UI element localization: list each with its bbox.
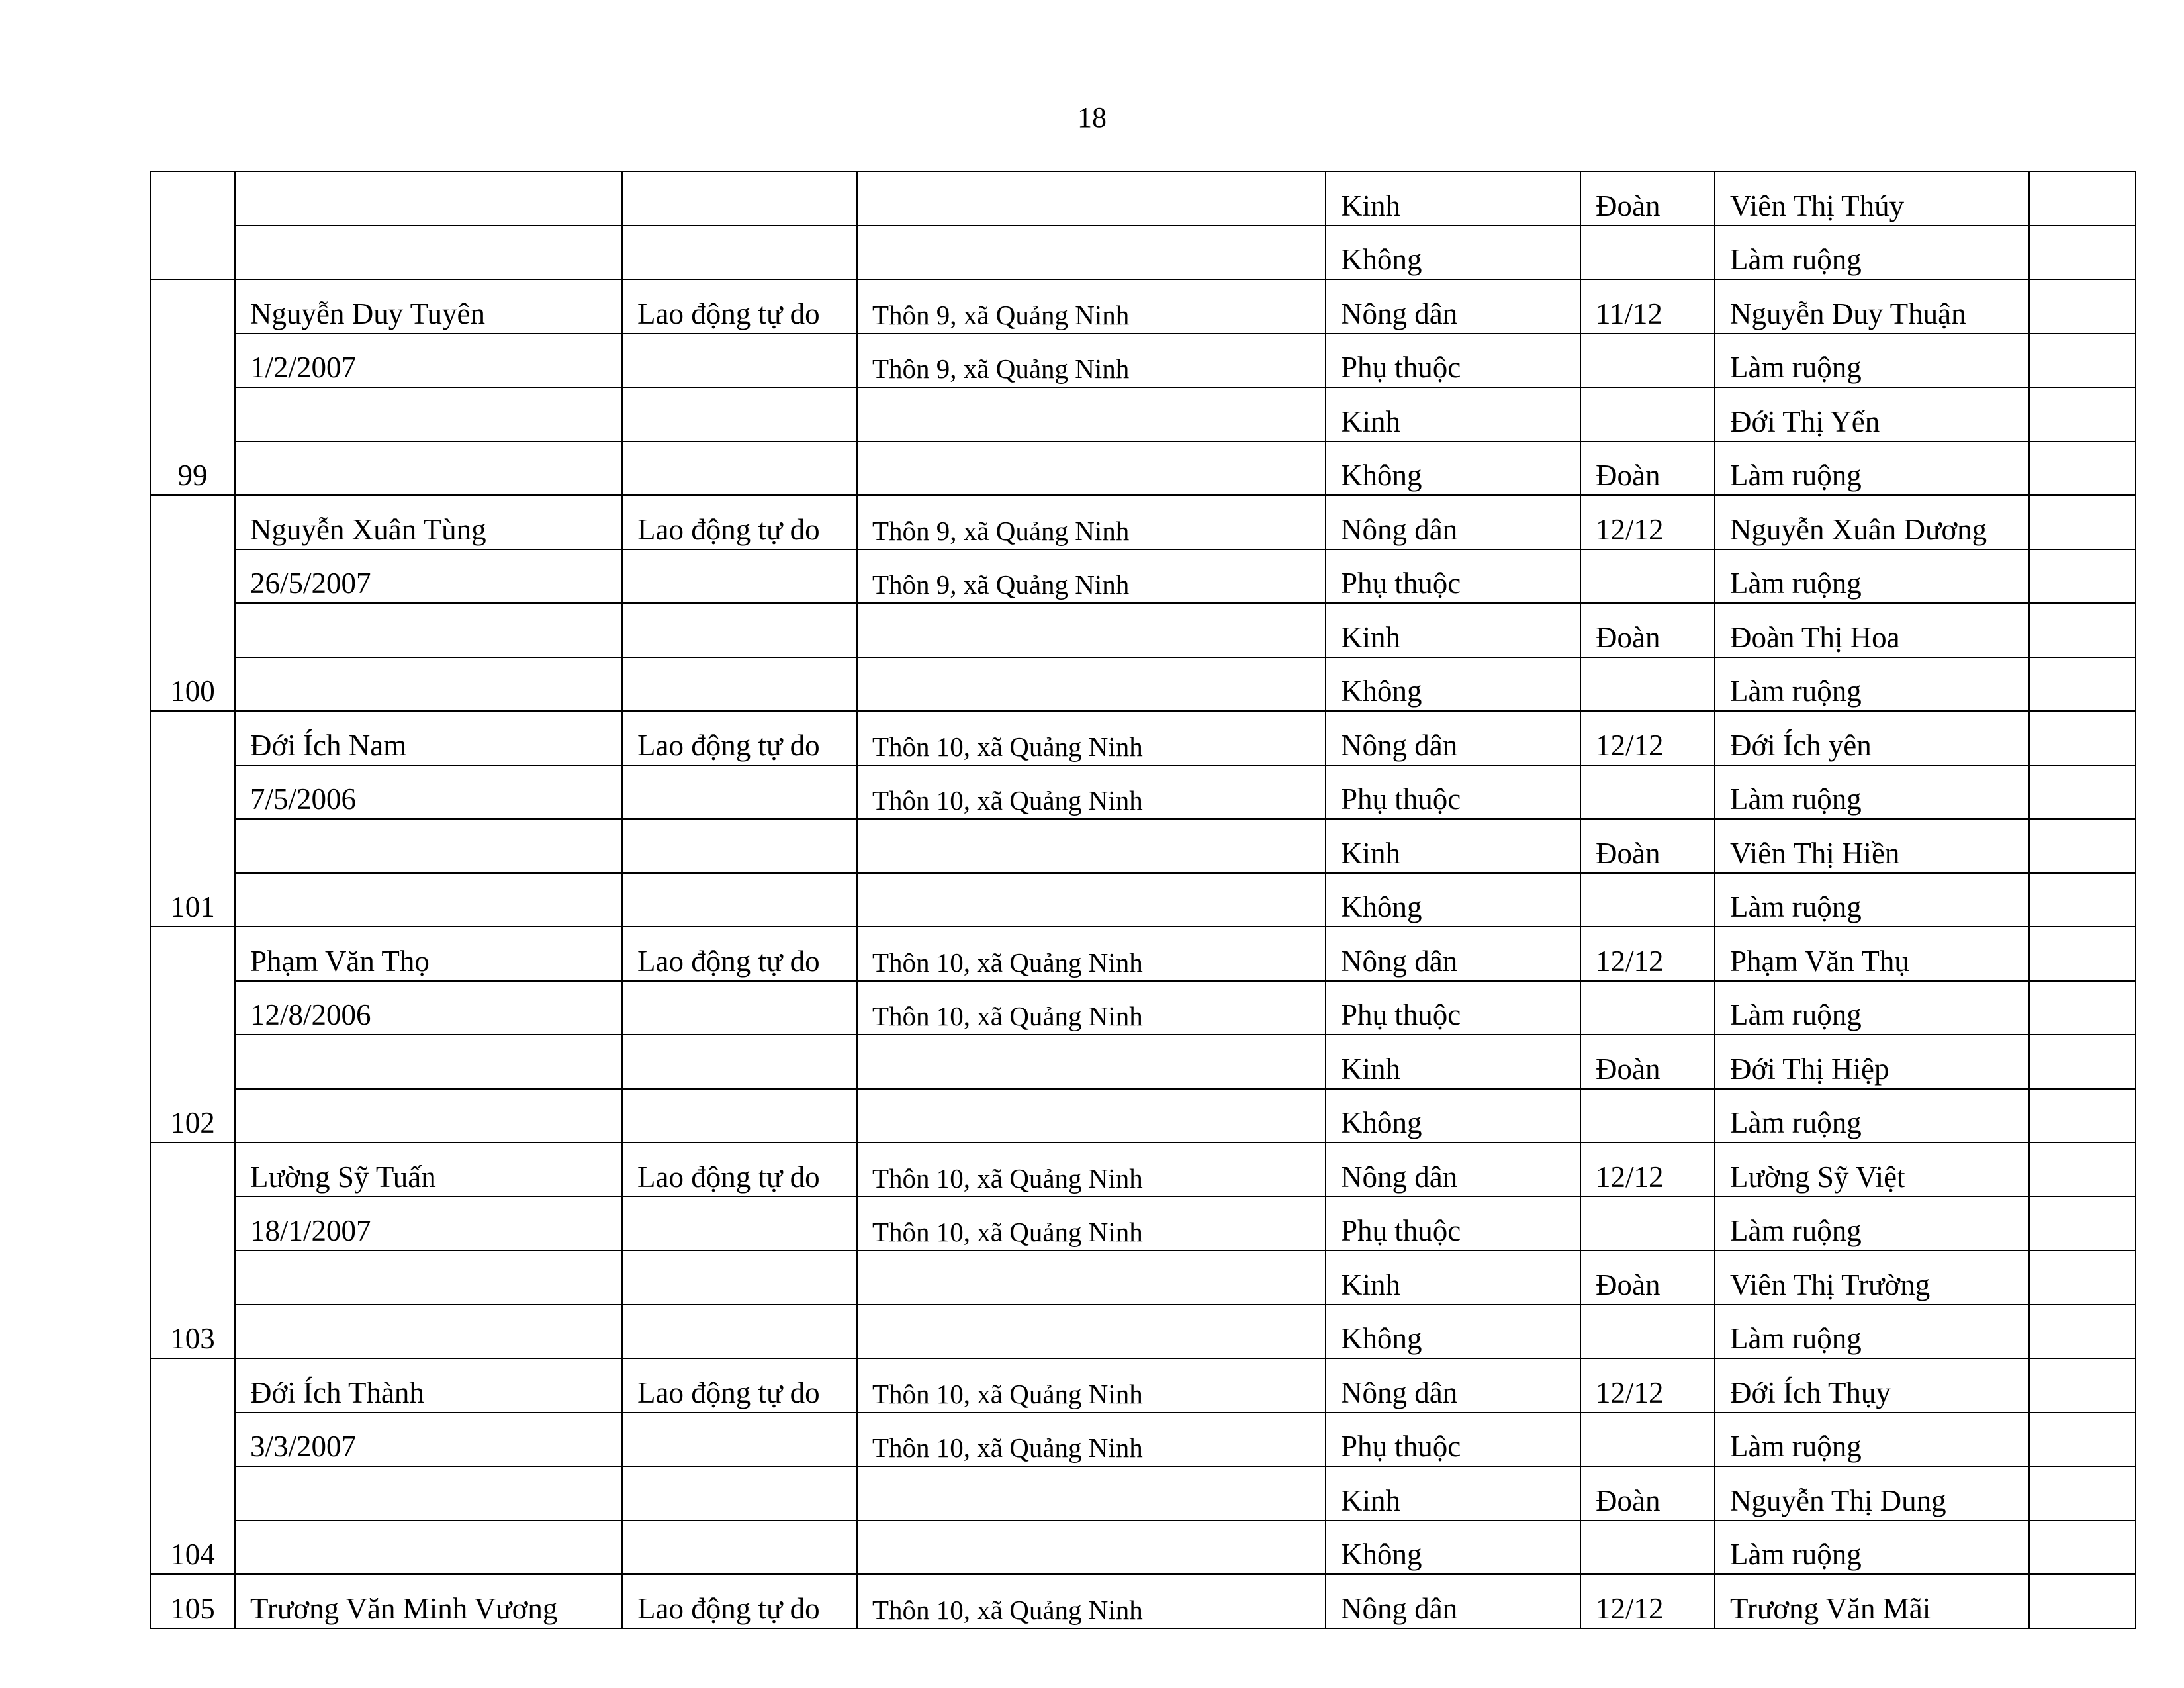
blank-cell — [2029, 603, 2136, 657]
table-row — [150, 226, 2136, 280]
blank-cell — [2029, 1035, 2136, 1089]
blank-cell — [2029, 1250, 2136, 1305]
address-cell — [857, 657, 1326, 712]
occupation-cell: Nông dân — [1326, 711, 1580, 765]
occupation-cell: Không — [1326, 1521, 1580, 1575]
occupation-cell: Phụ thuộc — [1326, 1197, 1580, 1251]
row-number-cell: 100 — [150, 495, 235, 711]
occupation-cell: Phụ thuộc — [1326, 334, 1580, 388]
extra-cell — [1580, 549, 1715, 604]
extra-cell: 11/12 — [1580, 279, 1715, 334]
occupation-cell: Không — [1326, 226, 1580, 280]
table-row — [150, 981, 2136, 1035]
relative-cell: Làm ruộng — [1715, 1521, 2029, 1575]
relative-cell: Đới Ích Thụy — [1715, 1358, 2029, 1413]
occupation-cell: Không — [1326, 873, 1580, 927]
name-cell — [235, 1250, 622, 1305]
name-cell: Đới Ích Nam — [235, 711, 622, 765]
job-cell — [622, 765, 857, 820]
table-row — [150, 1521, 2136, 1575]
table-row — [150, 1466, 2136, 1521]
name-cell: Nguyễn Duy Tuyên — [235, 279, 622, 334]
row-number-cell: 99 — [150, 279, 235, 495]
relative-cell: Đới Thị Yến — [1715, 387, 2029, 442]
job-cell: Lao động tự do — [622, 279, 857, 334]
blank-cell — [2029, 279, 2136, 334]
table-row — [150, 657, 2136, 712]
occupation-cell: Không — [1326, 442, 1580, 496]
name-cell — [235, 1521, 622, 1575]
job-cell: Lao động tự do — [622, 927, 857, 981]
extra-cell: Đoàn — [1580, 1035, 1715, 1089]
relative-cell: Làm ruộng — [1715, 226, 2029, 280]
occupation-cell: Kinh — [1326, 387, 1580, 442]
name-cell: Phạm Văn Thọ — [235, 927, 622, 981]
address-cell — [857, 1250, 1326, 1305]
blank-cell — [2029, 334, 2136, 388]
name-cell — [235, 603, 622, 657]
extra-cell: 12/12 — [1580, 495, 1715, 549]
extra-cell — [1580, 334, 1715, 388]
table-row — [150, 765, 2136, 820]
table-row — [150, 927, 2136, 981]
table-row — [150, 387, 2136, 442]
job-cell: Lao động tự do — [622, 1574, 857, 1628]
name-cell — [235, 873, 622, 927]
blank-cell — [2029, 442, 2136, 496]
job-cell — [622, 387, 857, 442]
row-number-cell: 101 — [150, 711, 235, 927]
table-row — [150, 1305, 2136, 1359]
extra-cell: 12/12 — [1580, 1358, 1715, 1413]
relative-cell: Làm ruộng — [1715, 657, 2029, 712]
table-row — [150, 279, 2136, 334]
blank-cell — [2029, 1413, 2136, 1467]
row-number-cell: 103 — [150, 1143, 235, 1358]
blank-cell — [2029, 657, 2136, 712]
job-cell — [622, 1197, 857, 1251]
address-cell — [857, 603, 1326, 657]
blank-cell — [2029, 1305, 2136, 1359]
relative-cell: Nguyễn Thị Dung — [1715, 1466, 2029, 1521]
name-cell — [235, 387, 622, 442]
relative-cell: Đoàn Thị Hoa — [1715, 603, 2029, 657]
table-row — [150, 1035, 2136, 1089]
page-number: 18 — [1077, 101, 1107, 134]
extra-cell: Đoàn — [1580, 603, 1715, 657]
address-cell — [857, 226, 1326, 280]
name-cell: 7/5/2006 — [235, 765, 622, 820]
extra-cell — [1580, 657, 1715, 712]
address-cell: Thôn 10, xã Quảng Ninh — [857, 1143, 1326, 1197]
extra-cell: Đoàn — [1580, 1250, 1715, 1305]
job-cell — [622, 981, 857, 1035]
address-cell: Thôn 9, xã Quảng Ninh — [857, 549, 1326, 604]
blank-cell — [2029, 1089, 2136, 1143]
address-cell — [857, 1466, 1326, 1521]
relative-cell: Làm ruộng — [1715, 1413, 2029, 1467]
table-row — [150, 711, 2136, 765]
relative-cell: Làm ruộng — [1715, 442, 2029, 496]
occupation-cell: Nông dân — [1326, 279, 1580, 334]
extra-cell: 12/12 — [1580, 927, 1715, 981]
name-cell: 12/8/2006 — [235, 981, 622, 1035]
extra-cell — [1580, 1521, 1715, 1575]
row-number-cell — [150, 171, 235, 279]
job-cell — [622, 334, 857, 388]
job-cell: Lao động tự do — [622, 711, 857, 765]
name-cell — [235, 1305, 622, 1359]
name-cell — [235, 1466, 622, 1521]
name-cell — [235, 819, 622, 873]
relative-cell: Làm ruộng — [1715, 549, 2029, 604]
name-cell: 1/2/2007 — [235, 334, 622, 388]
occupation-cell: Nông dân — [1326, 495, 1580, 549]
relative-cell: Nguyễn Xuân Dương — [1715, 495, 2029, 549]
occupation-cell: Kinh — [1326, 171, 1580, 226]
occupation-cell: Kinh — [1326, 603, 1580, 657]
occupation-cell: Phụ thuộc — [1326, 981, 1580, 1035]
occupation-cell: Kinh — [1326, 1035, 1580, 1089]
blank-cell — [2029, 1143, 2136, 1197]
relative-cell: Viên Thị Thúy — [1715, 171, 2029, 226]
table-row — [150, 819, 2136, 873]
name-cell — [235, 1089, 622, 1143]
address-cell: Thôn 10, xã Quảng Ninh — [857, 1197, 1326, 1251]
occupation-cell: Kinh — [1326, 1250, 1580, 1305]
blank-cell — [2029, 981, 2136, 1035]
job-cell: Lao động tự do — [622, 495, 857, 549]
table-row — [150, 334, 2136, 388]
occupation-cell: Phụ thuộc — [1326, 1413, 1580, 1467]
occupation-cell: Không — [1326, 1305, 1580, 1359]
address-cell: Thôn 10, xã Quảng Ninh — [857, 981, 1326, 1035]
relative-cell: Phạm Văn Thụ — [1715, 927, 2029, 981]
address-cell — [857, 873, 1326, 927]
blank-cell — [2029, 1358, 2136, 1413]
occupation-cell: Phụ thuộc — [1326, 549, 1580, 604]
job-cell — [622, 657, 857, 712]
name-cell: Trương Văn Minh Vương — [235, 1574, 622, 1628]
address-cell — [857, 1521, 1326, 1575]
address-cell — [857, 1089, 1326, 1143]
relative-cell: Viên Thị Trường — [1715, 1250, 2029, 1305]
occupation-cell: Nông dân — [1326, 1143, 1580, 1197]
blank-cell — [2029, 171, 2136, 226]
extra-cell — [1580, 873, 1715, 927]
occupation-cell: Nông dân — [1326, 1574, 1580, 1628]
blank-cell — [2029, 765, 2136, 820]
job-cell — [622, 1089, 857, 1143]
extra-cell — [1580, 765, 1715, 820]
extra-cell — [1580, 1305, 1715, 1359]
job-cell — [622, 442, 857, 496]
relative-cell: Làm ruộng — [1715, 1089, 2029, 1143]
occupation-cell: Không — [1326, 657, 1580, 712]
name-cell: 18/1/2007 — [235, 1197, 622, 1251]
extra-cell: 12/12 — [1580, 1574, 1715, 1628]
extra-cell — [1580, 226, 1715, 280]
job-cell — [622, 1413, 857, 1467]
table-row — [150, 171, 2136, 226]
extra-cell: Đoàn — [1580, 819, 1715, 873]
table-row — [150, 1574, 2136, 1628]
relative-cell: Làm ruộng — [1715, 873, 2029, 927]
address-cell: Thôn 10, xã Quảng Ninh — [857, 1574, 1326, 1628]
blank-cell — [2029, 1574, 2136, 1628]
extra-cell — [1580, 1197, 1715, 1251]
blank-cell — [2029, 495, 2136, 549]
blank-cell — [2029, 226, 2136, 280]
roster-table — [150, 171, 2136, 1629]
blank-cell — [2029, 1521, 2136, 1575]
address-cell: Thôn 10, xã Quảng Ninh — [857, 711, 1326, 765]
blank-cell — [2029, 1197, 2136, 1251]
job-cell — [622, 873, 857, 927]
row-number-cell: 102 — [150, 927, 235, 1143]
name-cell: Lường Sỹ Tuấn — [235, 1143, 622, 1197]
blank-cell — [2029, 927, 2136, 981]
address-cell: Thôn 10, xã Quảng Ninh — [857, 1413, 1326, 1467]
occupation-cell: Không — [1326, 1089, 1580, 1143]
job-cell — [622, 226, 857, 280]
occupation-cell: Kinh — [1326, 1466, 1580, 1521]
relative-cell: Đới Thị Hiệp — [1715, 1035, 2029, 1089]
extra-cell: 12/12 — [1580, 711, 1715, 765]
blank-cell — [2029, 387, 2136, 442]
address-cell — [857, 171, 1326, 226]
table-row — [150, 1358, 2136, 1413]
address-cell — [857, 387, 1326, 442]
occupation-cell: Nông dân — [1326, 927, 1580, 981]
occupation-cell: Kinh — [1326, 819, 1580, 873]
row-number-cell: 104 — [150, 1358, 235, 1574]
relative-cell: Lường Sỹ Việt — [1715, 1143, 2029, 1197]
extra-cell — [1580, 981, 1715, 1035]
address-cell: Thôn 10, xã Quảng Ninh — [857, 765, 1326, 820]
blank-cell — [2029, 549, 2136, 604]
address-cell: Thôn 10, xã Quảng Ninh — [857, 927, 1326, 981]
address-cell — [857, 819, 1326, 873]
extra-cell — [1580, 387, 1715, 442]
row-number-cell: 105 — [150, 1574, 235, 1628]
relative-cell: Làm ruộng — [1715, 1197, 2029, 1251]
table-row — [150, 603, 2136, 657]
name-cell — [235, 171, 622, 226]
job-cell — [622, 603, 857, 657]
blank-cell — [2029, 711, 2136, 765]
extra-cell: Đoàn — [1580, 171, 1715, 226]
name-cell: 3/3/2007 — [235, 1413, 622, 1467]
blank-cell — [2029, 1466, 2136, 1521]
blank-cell — [2029, 873, 2136, 927]
table-row — [150, 873, 2136, 927]
table-row — [150, 1197, 2136, 1251]
blank-cell — [2029, 819, 2136, 873]
name-cell: Nguyễn Xuân Tùng — [235, 495, 622, 549]
extra-cell — [1580, 1089, 1715, 1143]
job-cell — [622, 549, 857, 604]
relative-cell: Làm ruộng — [1715, 334, 2029, 388]
relative-cell: Làm ruộng — [1715, 981, 2029, 1035]
relative-cell: Đới Ích yên — [1715, 711, 2029, 765]
occupation-cell: Phụ thuộc — [1326, 765, 1580, 820]
job-cell — [622, 819, 857, 873]
name-cell — [235, 1035, 622, 1089]
extra-cell: 12/12 — [1580, 1143, 1715, 1197]
name-cell — [235, 442, 622, 496]
address-cell — [857, 442, 1326, 496]
table-row — [150, 1250, 2136, 1305]
table-row — [150, 442, 2136, 496]
relative-cell: Làm ruộng — [1715, 765, 2029, 820]
job-cell: Lao động tự do — [622, 1358, 857, 1413]
job-cell — [622, 1305, 857, 1359]
job-cell — [622, 1466, 857, 1521]
table-row — [150, 1143, 2136, 1197]
address-cell: Thôn 10, xã Quảng Ninh — [857, 1358, 1326, 1413]
address-cell: Thôn 9, xã Quảng Ninh — [857, 334, 1326, 388]
job-cell: Lao động tự do — [622, 1143, 857, 1197]
job-cell — [622, 1521, 857, 1575]
occupation-cell: Nông dân — [1326, 1358, 1580, 1413]
job-cell — [622, 1035, 857, 1089]
extra-cell: Đoàn — [1580, 1466, 1715, 1521]
job-cell — [622, 1250, 857, 1305]
address-cell — [857, 1035, 1326, 1089]
extra-cell: Đoàn — [1580, 442, 1715, 496]
table-row — [150, 1089, 2136, 1143]
address-cell: Thôn 9, xã Quảng Ninh — [857, 279, 1326, 334]
table-row — [150, 549, 2136, 604]
roster-body — [150, 171, 2136, 1628]
relative-cell: Làm ruộng — [1715, 1305, 2029, 1359]
relative-cell: Nguyễn Duy Thuận — [1715, 279, 2029, 334]
name-cell: 26/5/2007 — [235, 549, 622, 604]
table-row — [150, 1413, 2136, 1467]
address-cell — [857, 1305, 1326, 1359]
table-row — [150, 495, 2136, 549]
relative-cell: Viên Thị Hiền — [1715, 819, 2029, 873]
job-cell — [622, 171, 857, 226]
address-cell: Thôn 9, xã Quảng Ninh — [857, 495, 1326, 549]
relative-cell: Trương Văn Mãi — [1715, 1574, 2029, 1628]
name-cell — [235, 657, 622, 712]
extra-cell — [1580, 1413, 1715, 1467]
name-cell: Đới Ích Thành — [235, 1358, 622, 1413]
name-cell — [235, 226, 622, 280]
